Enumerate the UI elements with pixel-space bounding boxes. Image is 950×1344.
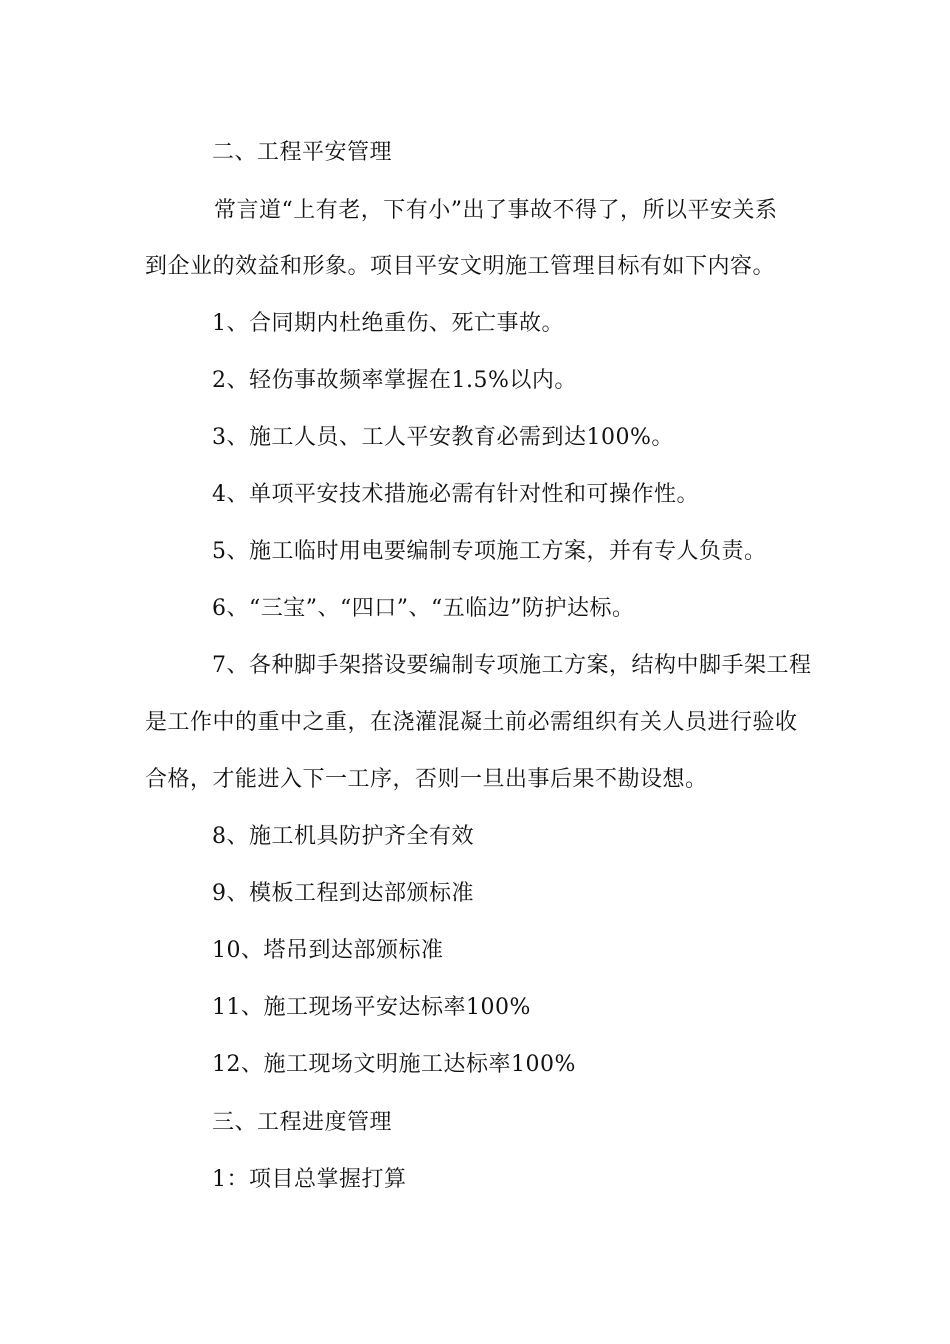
section-heading: 三、工程进度管理	[212, 1110, 393, 1135]
section-heading: 二、工程平安管理	[212, 140, 393, 165]
paragraph-line: 到企业的效益和形象。项目平安文明施工管理目标有如下内容。	[145, 254, 776, 279]
list-item: 10、塔吊到达部颁标准	[212, 938, 444, 963]
list-item: 1、合同期内杜绝重伤、死亡事故。	[212, 311, 564, 336]
list-item: 9、模板工程到达部颁标准	[212, 881, 474, 906]
paragraph-line: 是工作中的重中之重，在浇灌混凝土前必需组织有关人员进行验收	[145, 710, 798, 735]
list-item: 8、施工机具防护齐全有效	[212, 824, 474, 849]
list-item: 5、施工临时用电要编制专项施工方案，并有专人负责。	[212, 539, 767, 564]
list-item: 4、单项平安技术措施必需有针对性和可操作性。	[212, 482, 699, 507]
list-item: 12、施工现场文明施工达标率100%	[212, 1052, 576, 1077]
list-item: 11、施工现场平安达标率100%	[212, 995, 531, 1020]
list-item: 1：项目总掌握打算	[212, 1167, 407, 1192]
paragraph-line: 合格，才能进入下一工序，否则一旦出事后果不勘设想。	[145, 767, 708, 792]
list-item: 7、各种脚手架搭设要编制专项施工方案，结构中脚手架工程	[212, 653, 812, 678]
list-item: 2、轻伤事故频率掌握在1.5%以内。	[212, 368, 577, 393]
list-item: 6、“三宝”、“四口”、“五临边”防护达标。	[212, 596, 635, 621]
list-item: 3、施工人员、工人平安教育必需到达100%。	[212, 425, 674, 450]
paragraph-line: 常言道“上有老，下有小”出了事故不得了，所以平安关系	[214, 198, 778, 223]
